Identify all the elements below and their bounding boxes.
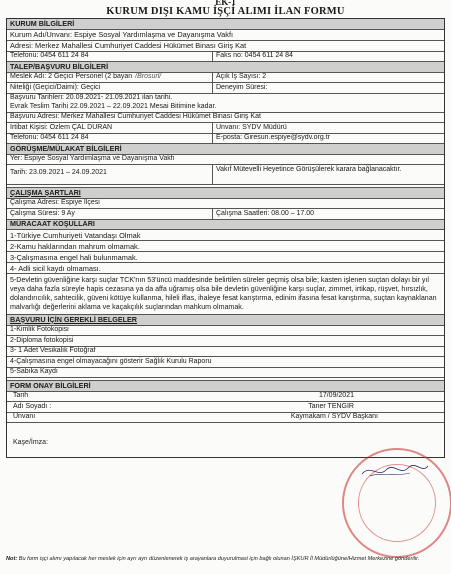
muracaat-header-row (7, 220, 444, 231)
kurum-adi-row (7, 30, 444, 41)
deneyim-suresi: Deneyim Süresi: (212, 83, 444, 93)
calisma-saatleri: Çalışma Saatleri: 08.00 – 17.00 (212, 209, 444, 219)
onay-unvan-label: Unvanı (13, 413, 36, 421)
meslek-handwritten-note: /Brosurl/ (135, 73, 162, 80)
kurum-header: KURUM BİLGİLERİ (7, 19, 444, 29)
footer-note (6, 556, 445, 563)
announcement-form (6, 18, 445, 458)
footer-note-text: Bu form işçi alımı yapılacak her meslek için ayrı ayrı düzenlenerek iş arayanlara duyurulmasi için bağlı olunan İŞKUR İl Müdürlüğüne/Hizmet Merkezine gönderilir. (18, 556, 420, 562)
kurum-telefon: Telefonu: 0454 611 24 84 (10, 52, 89, 59)
calisma-adresi: Çalışma Adresi: Espiye İlçesi (10, 199, 100, 206)
basvuru-adresi: Başvuru Adresi: Merkez Mahallesi Cumhuriyet Caddesi Hükümet Binası Giriş Kat (10, 113, 261, 120)
irtibat-row (7, 123, 444, 134)
calisma-suresi: Çalışma Süresi: 9 Ay (10, 209, 75, 217)
form-title: KURUM DIŞI KAMU İŞÇİ ALIMI İLAN FORMU (106, 6, 345, 17)
calisma-header-row (7, 188, 444, 199)
onay-unvan-row (7, 413, 444, 424)
muracaat-item-row (7, 263, 444, 274)
onay-header-row (7, 381, 444, 392)
basvuru-adres-row (7, 113, 444, 124)
belge-item: 2-Diploma fotokopisi (10, 336, 74, 344)
irtibat-unvani: Unvanı: SYDV Müdürü (212, 123, 444, 133)
onay-tarih-row (7, 392, 444, 403)
belge-item: 3- 1 Adet Vesikalık Fotoğraf (10, 347, 96, 355)
onay-adsoyad-value: Taner TENGİR (308, 402, 354, 410)
gorusme-header: GÖRÜŞME/MÜLAKAT BİLGİLERİ (7, 144, 444, 154)
basvuru-tarihleri (7, 94, 444, 112)
meslek-adi-text: Meslek Adı: 2 Geçici Personel (2 bayan (10, 73, 133, 80)
kurum-adi: Kurum Adı/Unvanı: Espiye Sosyal Yardımlaşma ve Dayanışma Vakfı (10, 30, 234, 39)
belge-item-row (7, 347, 444, 358)
talep-eposta: E-posta: Giresun.espiye@sydv.org.tr (212, 134, 444, 144)
basvuru-tarih-row (7, 94, 444, 113)
gorusme-yer-row (7, 155, 444, 166)
belge-item: 4-Çalışmasına engel olmayacağını gösterir Sağlık Kurulu Raporu (10, 357, 212, 365)
muracaat-item: 4- Adli sicil kaydı olmaması. (10, 263, 101, 273)
calisma-adres-row (7, 199, 444, 210)
onay-header: FORM ONAY BİLGİLERİ (7, 381, 444, 391)
onay-tarih-value: 17/09/2021 (318, 392, 354, 400)
gorusme-tarih-row (7, 165, 444, 185)
belge-item: 1-Kimlik Fotokopisi (10, 326, 69, 334)
niteligi: Niteliği (Geçici/Daimi): Geçici (10, 83, 101, 91)
belge-item: 5-Sabıka Kaydı (10, 368, 58, 376)
muracaat-item: 3-Çalışmasına engel hali bulunmamak. (10, 252, 138, 262)
meslek-row (7, 73, 444, 84)
belge-item-row (7, 326, 444, 337)
muracaat-paragraph-row (7, 274, 444, 315)
kurum-adres-row (7, 41, 444, 52)
muracaat-item-row (7, 252, 444, 263)
kurum-adres: Adresi: Merkez Mahallesi Cumhuriyet Caddesi Hükümet Binası Giriş Kat (10, 41, 247, 50)
kurum-telefon-row (7, 52, 444, 63)
gorusme-tarih: Tarih: 23.09.2021 – 24.09.2021 (10, 169, 107, 176)
official-seal-stamp (342, 448, 451, 558)
iletisim-row (7, 134, 444, 145)
onay-unvan-value: Kaymakam / SYDV Başkanı (290, 413, 378, 421)
muracaat-paragraph: 5-Devletin güvenliğine karşı suçlar TCK'nın 53'üncü maddesinde belirtilen süreler geçmiş olsa bile; kasten işlenen suçtan dolayı bir yıl veya daha fazla süreyle hapis cezasına ya da affa uğramış olsa bile devletin güvenliğine karşı suçlar, zimmet, irtikap, rüşvet, hırsızlık, dolandırıcılık, sahtecilik, güveni kötüye kullanma, hileli iflas, ihaleye fesat karıştırma, edinim ifasına fesat karıştırma, suçtan kaynaklanan malvarlığı değerlerini aklama ve kaçakçılık suçlarından mahkum olmamak. (10, 276, 437, 312)
kurum-header-row (7, 19, 444, 30)
calisma-sure-row (7, 209, 444, 220)
onay-tarih-label: Tarih (13, 392, 29, 400)
talep-header: TALEP/BAŞVURU BİLGİLERİ (7, 62, 444, 72)
muracaat-item-row (7, 241, 444, 252)
onay-kase-label: Kaşe/İmza: (13, 439, 49, 447)
official-seal-inner-ring (358, 464, 436, 542)
talep-telefon: Telefonu: 0454 611 24 84 (10, 134, 89, 141)
belge-item-row (7, 336, 444, 347)
gorusme-header-row (7, 144, 444, 155)
belge-item-row (7, 357, 444, 368)
muracaat-item: 1-Türkiye Cumhuriyeti Vatandaşı Olmak (10, 230, 141, 240)
talep-header-row (7, 62, 444, 73)
irtibat-kisisi: İrtibat Kişisi: Özlem ÇAL DURAN (10, 123, 113, 131)
gorusme-yer: Yer: Espiye Sosyal Yardımlaşma ve Dayanışma Vakfı (10, 155, 175, 162)
acik-is-sayisi: Açık İş Sayısı: 2 (212, 73, 444, 83)
nitelik-row (7, 83, 444, 94)
evrak-teslim-text: Evrak Teslim Tarihi 22.09.2021 – 22.09.2021 Mesai Bitimine kadar. (10, 102, 217, 110)
gorusme-aciklama: Vakıf Mütevelli Heyetince Görüşülerek karara bağlanacaktır. (212, 165, 444, 184)
muracaat-item: 2-Kamu haklarından mahrum olmamak. (10, 241, 140, 251)
onay-adsoyad-row (7, 402, 444, 413)
kurum-faks: Faks no: 0454 611 24 84 (212, 52, 444, 62)
belgeler-header-row (7, 315, 444, 326)
meslek-adi (7, 73, 212, 83)
footer-note-label: Not: (6, 556, 18, 562)
basvuru-tarih-text: Başvuru Tarihleri: 20.09.2021- 21.09.2021 ilan tarihi. (10, 94, 173, 101)
calisma-header: ÇALIŞMA ŞARTLARI (7, 188, 444, 198)
belge-item-row (7, 368, 444, 379)
belgeler-header: BAŞVURU İÇİN GEREKLİ BELGELER (7, 315, 444, 325)
onay-adsoyad-label: Adı Soyadı : (13, 402, 52, 410)
muracaat-header: MÜRACAAT KOŞULLARI (7, 220, 444, 230)
annex-label: EK-1 (215, 0, 236, 7)
muracaat-item-row (7, 230, 444, 241)
